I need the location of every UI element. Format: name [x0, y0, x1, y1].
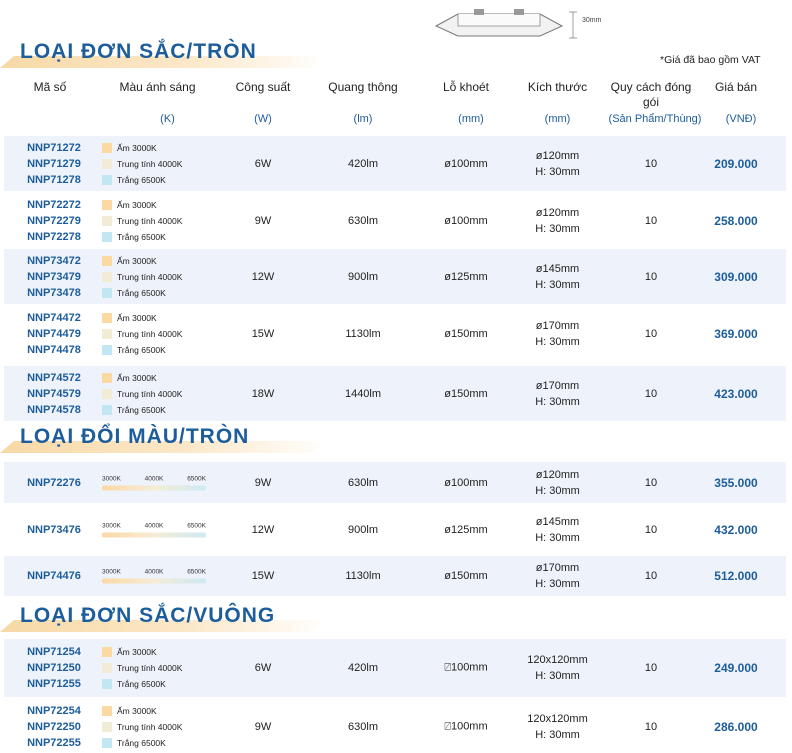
size-height: H: 30mm — [535, 395, 580, 408]
size-height: H: 30mm — [535, 335, 580, 348]
product-code: NNP72272 — [27, 198, 81, 211]
col-unit-lumen: (lm) — [353, 113, 373, 125]
size-value — [520, 711, 595, 743]
cct-range-bar — [102, 569, 206, 584]
height-dimension-note: 30mm — [582, 17, 602, 24]
light-option — [102, 197, 182, 213]
cct-gradient — [102, 485, 206, 490]
downlight-product-image — [428, 4, 578, 42]
cutout-value: ø125mm — [444, 270, 488, 283]
product-code: NNP74578 — [27, 403, 81, 416]
price-value: 286.000 — [714, 720, 758, 734]
light-option-label: Ấm 3000K — [117, 142, 157, 153]
size-dimension: ø120mm — [535, 149, 580, 162]
power-value: 12W — [251, 524, 275, 536]
col-header-light-color: Màu ánh sáng — [119, 80, 196, 94]
price-value: 512.000 — [714, 569, 758, 583]
packing-value: 10 — [644, 327, 658, 340]
product-codes — [4, 568, 104, 584]
col-unit-size: (mm) — [544, 113, 571, 125]
light-option — [102, 326, 182, 342]
light-option-label: Trắng 6500K — [117, 287, 166, 298]
light-option — [102, 342, 182, 358]
product-codes — [4, 140, 104, 188]
lumen-value: 630lm — [348, 214, 378, 227]
packing-value: 10 — [644, 387, 658, 400]
product-code: NNP74472 — [27, 311, 81, 324]
packing-value: 10 — [644, 214, 658, 227]
light-option-label: Trung tính 4000K — [117, 271, 183, 282]
section-title-round-mono: LOẠI ĐƠN SẮC/TRÒN — [0, 40, 340, 68]
cutout-value: ø150mm — [444, 570, 488, 582]
light-option — [102, 370, 182, 386]
table-row — [4, 136, 786, 191]
col-unit-power: (W) — [254, 113, 272, 125]
cct-gradient — [102, 579, 206, 584]
neutral-swatch — [102, 216, 112, 226]
cct-label: 6500K — [187, 475, 206, 482]
warm-swatch — [102, 256, 112, 266]
col-header-price: Giá bán — [714, 80, 758, 94]
product-codes — [4, 253, 104, 301]
cct-range-bar — [102, 523, 206, 538]
packing-value: 10 — [644, 476, 658, 489]
light-option-label: Trắng 6500K — [117, 344, 166, 355]
light-option-label: Trung tính 4000K — [117, 388, 183, 399]
white-swatch — [102, 738, 112, 748]
light-color-list — [102, 703, 182, 751]
section-title-square-mono: LOẠI ĐƠN SẮC/VUÔNG — [0, 604, 340, 632]
lumen-value: 420lm — [348, 662, 378, 674]
col-unit-cutout: (mm) — [458, 113, 484, 125]
price-value: 258.000 — [714, 213, 758, 228]
size-dimension: ø145mm — [535, 262, 580, 275]
light-option — [102, 253, 182, 269]
table-row — [4, 366, 786, 421]
price-value: 423.000 — [714, 386, 758, 401]
col-unit-packing: (Sản Phẩm/Thùng) — [608, 113, 702, 125]
cutout-value: ø150mm — [444, 387, 488, 400]
cct-label: 3000K — [102, 522, 121, 530]
packing-value: 10 — [644, 270, 658, 283]
neutral-swatch — [102, 722, 112, 732]
light-option-label: Trung tính 4000K — [117, 158, 183, 169]
neutral-swatch — [102, 272, 112, 282]
light-option-label: Ấm 3000K — [117, 312, 157, 323]
table-row — [4, 306, 786, 361]
product-code: NNP71279 — [27, 157, 81, 170]
product-code: NNP72254 — [27, 705, 81, 717]
size-dimension: ø120mm — [535, 468, 580, 481]
product-codes — [4, 475, 104, 491]
size-value — [520, 148, 595, 180]
lumen-value: 900lm — [348, 524, 378, 536]
cct-range-bar — [102, 475, 206, 490]
light-option-label: Ấm 3000K — [117, 372, 157, 383]
product-codes — [4, 703, 104, 751]
cutout-value: ø150mm — [444, 327, 488, 340]
light-option — [102, 735, 182, 751]
light-option-label: Trung tính 4000K — [117, 328, 183, 339]
product-code: NNP74579 — [27, 387, 81, 400]
product-code: NNP74479 — [27, 327, 81, 340]
light-option — [102, 285, 182, 301]
col-header-code: Mã số — [33, 80, 67, 94]
light-color-list — [102, 140, 182, 188]
warm-swatch — [102, 143, 112, 153]
size-height: H: 30mm — [535, 165, 580, 178]
light-option — [102, 213, 182, 229]
product-code: NNP71254 — [27, 646, 81, 658]
light-option-label: Trắng 6500K — [117, 231, 166, 242]
cct-label: 3000K — [102, 568, 121, 576]
light-option-label: Trắng 6500K — [117, 738, 166, 748]
size-value — [520, 318, 595, 350]
light-option — [102, 229, 182, 245]
size-height: H: 30mm — [535, 670, 580, 682]
cct-label: 3000K — [102, 475, 121, 482]
light-option-label: Trung tính 4000K — [117, 215, 183, 226]
power-value: 12W — [251, 270, 275, 283]
power-value: 9W — [254, 721, 272, 733]
col-header-packing: Quy cách đóng gói — [610, 80, 692, 109]
col-header-cutout: Lỗ khoét — [442, 80, 490, 94]
table-row — [4, 194, 786, 247]
price-value: 369.000 — [714, 326, 758, 341]
power-value: 18W — [251, 387, 275, 400]
light-option-label: Trắng 6500K — [117, 404, 166, 415]
power-value: 6W — [254, 662, 272, 674]
light-option — [102, 660, 182, 676]
light-option-label: Trung tính 4000K — [117, 722, 183, 732]
cutout-value: ø125mm — [444, 524, 488, 536]
size-dimension: ø120mm — [535, 206, 580, 219]
light-option — [102, 269, 182, 285]
light-option — [102, 156, 182, 172]
light-option — [102, 703, 182, 719]
product-codes — [4, 310, 104, 358]
packing-value: 10 — [644, 721, 658, 733]
product-code: NNP71255 — [27, 678, 81, 690]
cutout-value: ⍁100mm — [444, 661, 488, 674]
lumen-value: 900lm — [348, 270, 378, 283]
neutral-swatch — [102, 663, 112, 673]
price-value: 309.000 — [714, 269, 758, 284]
size-height: H: 30mm — [535, 578, 580, 590]
size-height: H: 30mm — [535, 278, 580, 291]
product-code: NNP72276 — [27, 476, 81, 489]
warm-swatch — [102, 200, 112, 210]
price-value: 432.000 — [714, 523, 758, 537]
light-color-list — [102, 253, 182, 301]
white-swatch — [102, 288, 112, 298]
warm-swatch — [102, 373, 112, 383]
power-value: 6W — [254, 157, 272, 170]
cct-label: 6500K — [187, 568, 206, 576]
col-header-lumen: Quang thông — [328, 80, 398, 94]
light-option — [102, 310, 182, 326]
warm-swatch — [102, 313, 112, 323]
cct-labels — [102, 523, 206, 530]
product-code: NNP74478 — [27, 343, 81, 356]
size-value — [520, 652, 595, 684]
white-swatch — [102, 345, 112, 355]
light-color-list — [102, 644, 182, 692]
product-codes — [4, 197, 104, 245]
white-swatch — [102, 679, 112, 689]
size-height: H: 30mm — [535, 484, 580, 497]
white-swatch — [102, 405, 112, 415]
size-value — [520, 514, 595, 546]
power-value: 15W — [251, 327, 275, 340]
table-row — [4, 639, 786, 697]
cutout-value: ø100mm — [444, 476, 488, 489]
white-swatch — [102, 175, 112, 185]
size-dimension: ø145mm — [535, 516, 580, 528]
table-row — [4, 506, 786, 554]
packing-value: 10 — [644, 570, 658, 582]
size-dimension: ø170mm — [535, 562, 580, 574]
light-option — [102, 402, 182, 418]
light-color-list — [102, 197, 182, 245]
table-row — [4, 556, 786, 596]
cct-label: 6500K — [187, 522, 206, 530]
product-codes — [4, 644, 104, 692]
size-value — [520, 560, 595, 592]
cutout-value: ø100mm — [444, 157, 488, 170]
product-code: NNP72255 — [27, 737, 81, 749]
light-option — [102, 172, 182, 188]
vat-note: *Giá đã bao gồm VAT — [660, 54, 761, 66]
white-swatch — [102, 232, 112, 242]
col-header-power: Công suất — [235, 80, 291, 94]
product-code: NNP73479 — [27, 270, 81, 283]
light-option-label: Ấm 3000K — [117, 647, 157, 657]
lumen-value: 420lm — [348, 157, 378, 170]
lumen-value: 630lm — [348, 721, 378, 733]
size-dimension: 120x120mm — [527, 713, 588, 725]
light-option-label: Trung tính 4000K — [117, 663, 183, 673]
cutout-value: ø100mm — [444, 214, 488, 227]
cct-label: 4000K — [144, 475, 164, 482]
product-codes — [4, 370, 104, 418]
lumen-value: 1130lm — [345, 327, 381, 340]
product-code: NNP73472 — [27, 254, 81, 267]
light-color-list — [102, 370, 182, 418]
light-option-label: Ấm 3000K — [117, 199, 157, 210]
power-value: 15W — [251, 570, 275, 582]
warm-swatch — [102, 706, 112, 716]
product-codes — [4, 522, 104, 538]
price-value: 209.000 — [714, 156, 758, 171]
light-option — [102, 719, 182, 735]
light-option — [102, 386, 182, 402]
light-option — [102, 140, 182, 156]
cct-labels — [102, 475, 206, 482]
size-dimension: ø170mm — [535, 379, 580, 392]
col-unit-light-color: (K) — [160, 113, 175, 125]
table-row — [4, 701, 786, 753]
product-code: NNP71278 — [27, 173, 81, 186]
light-option-label: Ấm 3000K — [117, 706, 157, 716]
product-code: NNP71250 — [27, 662, 81, 674]
packing-value: 10 — [644, 157, 658, 170]
lumen-value: 1440lm — [344, 387, 382, 400]
product-code: NNP74572 — [27, 371, 81, 384]
product-code: NNP73476 — [27, 524, 81, 536]
cct-labels — [102, 569, 206, 576]
product-code: NNP71272 — [27, 141, 81, 154]
price-value: 249.000 — [714, 661, 758, 675]
section-title-round-cct: LOẠI ĐỔI MÀU/TRÒN — [0, 425, 340, 453]
cutout-value: ⍁100mm — [444, 720, 488, 733]
size-height: H: 30mm — [535, 222, 580, 235]
table-row — [4, 249, 786, 304]
size-value — [520, 261, 595, 293]
product-code: NNP72279 — [27, 214, 81, 227]
product-code: NNP72278 — [27, 230, 81, 243]
power-value: 9W — [254, 476, 272, 489]
col-unit-price: (VNĐ) — [725, 113, 757, 125]
product-code: NNP73478 — [27, 286, 81, 299]
cct-gradient — [102, 533, 206, 538]
packing-value: 10 — [644, 524, 658, 536]
neutral-swatch — [102, 389, 112, 399]
size-value — [520, 205, 595, 237]
cct-label: 4000K — [144, 522, 164, 530]
size-value — [520, 467, 595, 499]
light-color-list — [102, 310, 182, 358]
product-code: NNP74476 — [27, 570, 81, 582]
lumen-value: 630lm — [348, 476, 378, 489]
size-dimension: ø170mm — [535, 319, 580, 332]
product-code: NNP72250 — [27, 721, 81, 733]
light-option-label: Ấm 3000K — [117, 255, 157, 266]
size-dimension: 120x120mm — [527, 654, 588, 666]
lumen-value: 1130lm — [345, 570, 381, 582]
size-height: H: 30mm — [535, 532, 580, 544]
size-value — [520, 378, 595, 410]
neutral-swatch — [102, 329, 112, 339]
neutral-swatch — [102, 159, 112, 169]
light-option — [102, 644, 182, 660]
light-option-label: Trắng 6500K — [117, 174, 166, 185]
warm-swatch — [102, 647, 112, 657]
power-value: 9W — [254, 214, 272, 227]
col-header-size: Kích thước — [527, 80, 588, 94]
light-option — [102, 676, 182, 692]
light-option-label: Trắng 6500K — [117, 679, 166, 689]
size-height: H: 30mm — [535, 729, 580, 741]
cct-label: 4000K — [144, 568, 164, 576]
table-row — [4, 462, 786, 503]
price-value: 355.000 — [714, 475, 758, 490]
packing-value: 10 — [644, 662, 658, 674]
